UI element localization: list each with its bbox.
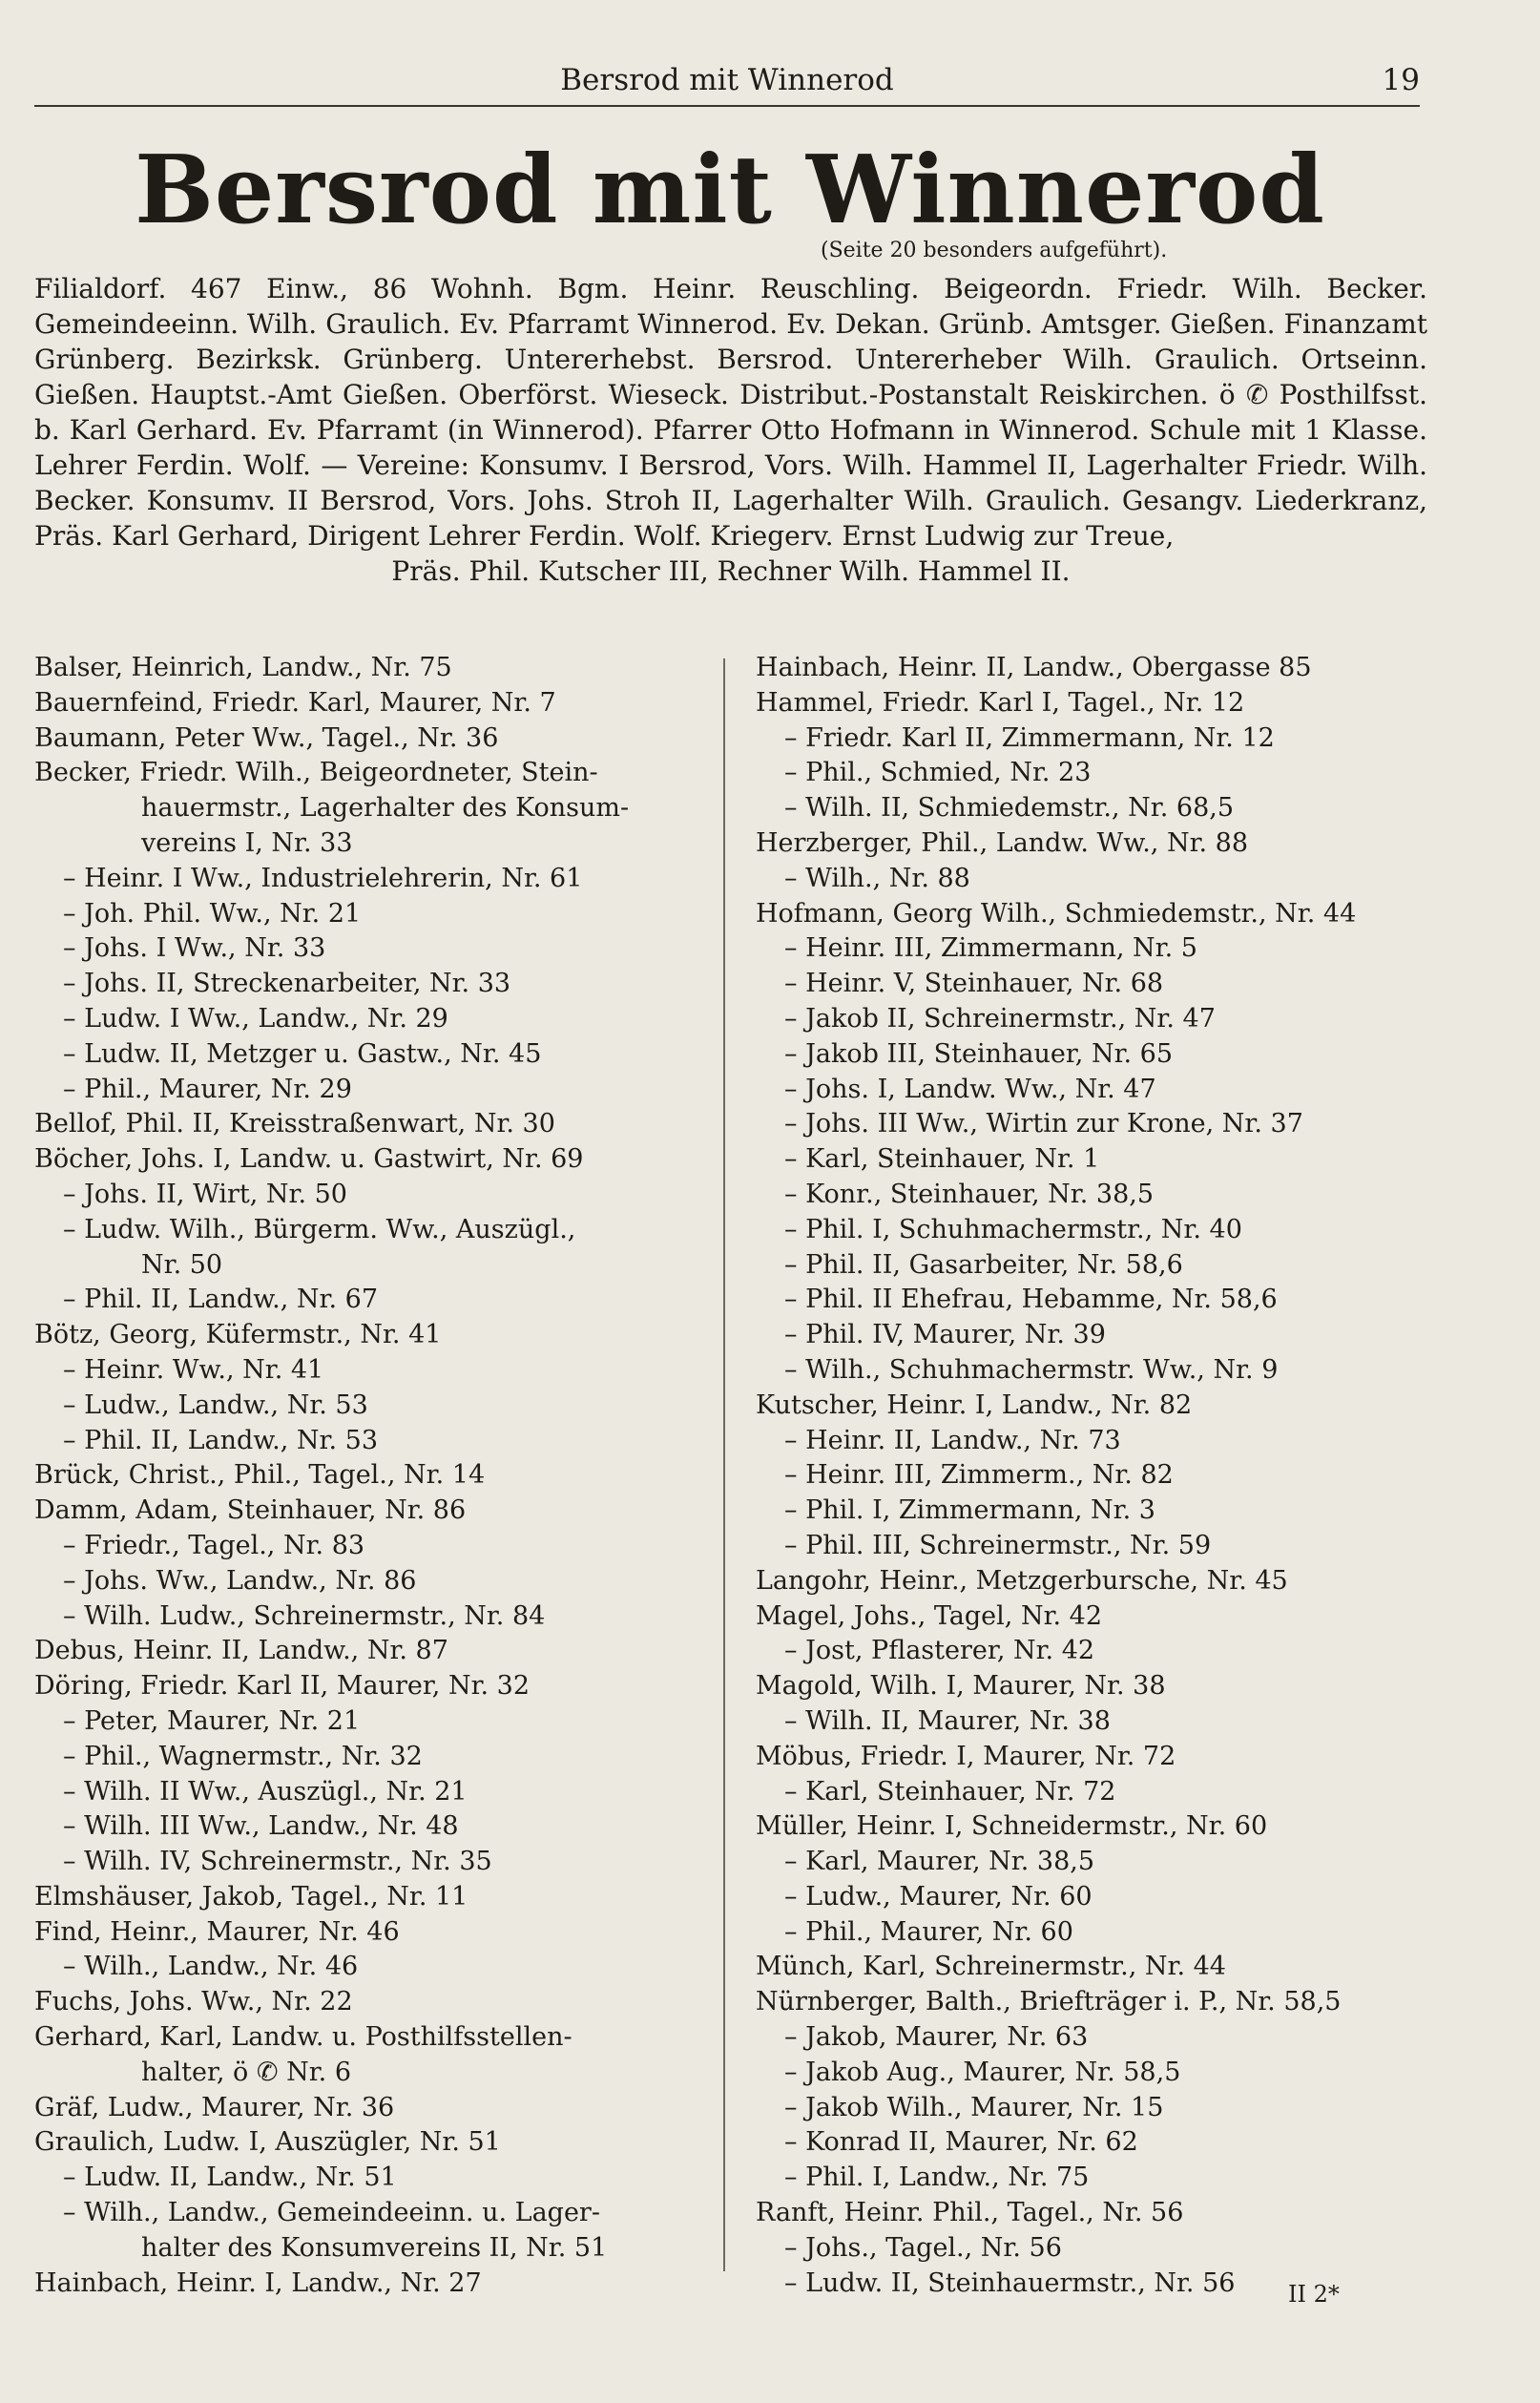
list-entry: – Phil. III, Schreinermstr., Nr. 59 bbox=[784, 1530, 1212, 1560]
list-entry: – Wilh. II, Schmiedemstr., Nr. 68,5 bbox=[784, 793, 1235, 824]
list-entry: – Phil. II, Landw., Nr. 53 bbox=[63, 1425, 379, 1455]
list-entry: hauermstr., Lagerhalter des Konsum- bbox=[141, 793, 630, 824]
list-entry: – Friedr., Tagel., Nr. 83 bbox=[63, 1530, 365, 1560]
list-entry: – Johs. I Ww., Nr. 33 bbox=[63, 933, 326, 964]
list-entry: – Johs. III Ww., Wirtin zur Krone, Nr. 37 bbox=[784, 1109, 1303, 1139]
list-entry: – Ludw., Landw., Nr. 53 bbox=[63, 1390, 368, 1420]
intro-text-last-line: Präs. Phil. Kutscher III, Rechner Wilh. Hammel II. bbox=[391, 555, 1071, 587]
resident-list-right bbox=[756, 651, 1435, 2301]
list-entry: – Johs. I, Landw. Ww., Nr. 47 bbox=[784, 1074, 1156, 1104]
list-entry: – Wilh. IV, Schreinermstr., Nr. 35 bbox=[63, 1847, 492, 1877]
intro-text: Filialdorf. 467 Einw., 86 Wohnh. Bgm. Heinr. Reuschling. Beigeordn. Friedr. Wilh. Becker. Gemeindeeinn. Wilh. Graulich. Ev. Pfarramt Winnerod. Ev. Dekan. Grünb. Amtsger. Gießen. Finanzamt Grünberg. Bezirksk. Grünberg. Untererhebst. Bersrod. Untererheber Wilh. Graulich. Ortseinn. Gießen. Hauptst.-Amt Gießen. Oberförst. Wieseck. Distribut.-Postanstalt Reiskirchen. ö ✆ Posthilfsst. b. Karl Gerhard. Ev. Pfarramt (in Winnerod). Pfarrer Otto Hofmann in Winnerod. Schule mit 1 Klasse. Lehrer Ferdin. Wolf. — Vereine: Konsumv. I Bersrod, Vors. Wilh. Hammel II, Lagerhalter Friedr. Wilh. Becker. Konsumv. II Bersrod, Vors. Johs. Stroh II, Lagerhalter Wilh. Graulich. Gesangv. Liederkranz, Präs. Karl Gerhard, Dirigent Lehrer Ferdin. Wolf. Kriegerv. Ernst Ludwig zur Treue, bbox=[34, 273, 1427, 552]
list-entry: – Ludw. II, Landw., Nr. 51 bbox=[63, 2163, 397, 2193]
list-entry: – Phil. II, Gasarbeiter, Nr. 58,6 bbox=[784, 1249, 1183, 1280]
list-entry: Graulich, Ludw. I, Auszügler, Nr. 51 bbox=[34, 2127, 501, 2158]
list-entry: – Johs., Tagel., Nr. 56 bbox=[784, 2232, 1062, 2263]
list-entry: – Wilh. II, Maurer, Nr. 38 bbox=[784, 1705, 1111, 1736]
list-entry: Debus, Heinr. II, Landw., Nr. 87 bbox=[34, 1636, 448, 1666]
list-entry: – Wilh. Ludw., Schreinermstr., Nr. 84 bbox=[63, 1600, 546, 1631]
list-entry: Bellof, Phil. II, Kreisstraßenwart, Nr. 30 bbox=[34, 1109, 555, 1139]
list-entry: – Ludw. II, Steinhauermstr., Nr. 56 bbox=[784, 2267, 1236, 2298]
list-entry: – Heinr. Ww., Nr. 41 bbox=[63, 1354, 324, 1385]
list-entry: Herzberger, Phil., Landw. Ww., Nr. 88 bbox=[756, 827, 1249, 858]
list-entry: Hofmann, Georg Wilh., Schmiedemstr., Nr. 44 bbox=[756, 898, 1357, 929]
page-number: 19 bbox=[1382, 63, 1420, 97]
list-entry: – Konr., Steinhauer, Nr. 38,5 bbox=[784, 1179, 1155, 1209]
list-entry: – Friedr. Karl II, Zimmermann, Nr. 12 bbox=[784, 722, 1275, 753]
list-entry: halter, ö ✆ Nr. 6 bbox=[141, 2057, 352, 2087]
list-entry: – Phil., Schmied, Nr. 23 bbox=[784, 758, 1092, 788]
list-entry: Möbus, Friedr. I, Maurer, Nr. 72 bbox=[756, 1741, 1176, 1771]
list-entry: Gräf, Ludw., Maurer, Nr. 36 bbox=[34, 2092, 395, 2122]
page-header bbox=[34, 59, 1420, 109]
list-entry: Hainbach, Heinr. I, Landw., Nr. 27 bbox=[34, 2267, 482, 2298]
list-entry: – Karl, Steinhauer, Nr. 72 bbox=[784, 1776, 1116, 1807]
list-entry: Magold, Wilh. I, Maurer, Nr. 38 bbox=[756, 1671, 1166, 1702]
list-entry: Langohr, Heinr., Metzgerbursche, Nr. 45 bbox=[756, 1565, 1288, 1596]
list-entry: Elmshäuser, Jakob, Tagel., Nr. 11 bbox=[34, 1881, 468, 1912]
list-entry: – Johs. II, Streckenarbeiter, Nr. 33 bbox=[63, 969, 511, 999]
list-entry: Gerhard, Karl, Landw. u. Posthilfsstellen- bbox=[34, 2022, 572, 2053]
page-subtitle: (Seite 20 besonders aufgeführt). bbox=[821, 239, 1168, 262]
list-entry: Nürnberger, Balth., Briefträger i. P., Nr. 58,5 bbox=[756, 1987, 1342, 2017]
page-title: Bersrod mit Winnerod bbox=[135, 136, 1325, 245]
list-entry: – Jakob Wilh., Maurer, Nr. 15 bbox=[784, 2092, 1164, 2122]
list-entry: Balser, Heinrich, Landw., Nr. 75 bbox=[34, 653, 452, 682]
list-entry: – Johs. Ww., Landw., Nr. 86 bbox=[63, 1565, 417, 1596]
list-entry: – Wilh. III Ww., Landw., Nr. 48 bbox=[63, 1811, 459, 1842]
list-entry: – Heinr. V, Steinhauer, Nr. 68 bbox=[784, 969, 1164, 999]
list-entry: – Ludw. I Ww., Landw., Nr. 29 bbox=[63, 1003, 448, 1034]
list-entry: – Heinr. II, Landw., Nr. 73 bbox=[784, 1425, 1121, 1455]
list-entry: Hammel, Friedr. Karl I, Tagel., Nr. 12 bbox=[756, 687, 1245, 718]
list-entry: – Phil. II Ehefrau, Hebamme, Nr. 58,6 bbox=[784, 1285, 1278, 1315]
list-entry: halter des Konsumvereins II, Nr. 51 bbox=[141, 2232, 608, 2263]
list-entry: Damm, Adam, Steinhauer, Nr. 86 bbox=[34, 1495, 467, 1526]
list-entry: Kutscher, Heinr. I, Landw., Nr. 82 bbox=[756, 1390, 1193, 1420]
list-entry: – Ludw. Wilh., Bürgerm. Ww., Auszügl., bbox=[63, 1214, 576, 1244]
resident-list-left bbox=[34, 651, 716, 2301]
list-entry: – Phil. II, Landw., Nr. 67 bbox=[63, 1285, 379, 1315]
list-entry: – Wilh., Schuhmachermstr. Ww., Nr. 9 bbox=[784, 1354, 1279, 1385]
list-entry: Müller, Heinr. I, Schneidermstr., Nr. 60 bbox=[756, 1811, 1268, 1842]
signature-mark: II 2* bbox=[1288, 2281, 1340, 2308]
list-entry: – Phil., Maurer, Nr. 60 bbox=[784, 1916, 1073, 1947]
list-entry: Döring, Friedr. Karl II, Maurer, Nr. 32 bbox=[34, 1671, 531, 1702]
header-rule bbox=[34, 105, 1420, 107]
list-entry: vereins I, Nr. 33 bbox=[141, 827, 353, 858]
list-entry: Magel, Johs., Tagel, Nr. 42 bbox=[756, 1600, 1103, 1631]
list-entry: Hainbach, Heinr. II, Landw., Obergasse 85 bbox=[756, 653, 1312, 682]
intro-paragraph bbox=[34, 271, 1427, 589]
list-entry: – Wilh., Nr. 88 bbox=[784, 863, 970, 893]
column-divider bbox=[723, 658, 725, 2271]
list-entry: Bauernfeind, Friedr. Karl, Maurer, Nr. 7 bbox=[34, 687, 556, 718]
list-entry: Fuchs, Johs. Ww., Nr. 22 bbox=[34, 1987, 353, 2017]
list-entry: – Konrad II, Maurer, Nr. 62 bbox=[784, 2127, 1138, 2158]
list-entry: – Karl, Steinhauer, Nr. 1 bbox=[784, 1144, 1100, 1175]
list-entry: – Phil. I, Zimmermann, Nr. 3 bbox=[784, 1495, 1155, 1526]
list-entry: Brück, Christ., Phil., Tagel., Nr. 14 bbox=[34, 1460, 486, 1491]
list-entry: – Johs. II, Wirt, Nr. 50 bbox=[63, 1179, 347, 1209]
list-entry: – Jakob Aug., Maurer, Nr. 58,5 bbox=[784, 2057, 1181, 2087]
list-entry: – Ludw., Maurer, Nr. 60 bbox=[784, 1881, 1093, 1912]
list-entry: Bötz, Georg, Küfermstr., Nr. 41 bbox=[34, 1320, 442, 1350]
list-entry: – Karl, Maurer, Nr. 38,5 bbox=[784, 1847, 1095, 1877]
list-entry: Becker, Friedr. Wilh., Beigeordneter, Stein- bbox=[34, 758, 598, 788]
list-entry: – Peter, Maurer, Nr. 21 bbox=[63, 1705, 361, 1736]
list-entry: – Phil., Maurer, Nr. 29 bbox=[63, 1074, 352, 1104]
list-entry: Find, Heinr., Maurer, Nr. 46 bbox=[34, 1916, 400, 1947]
list-entry: Ranft, Heinr. Phil., Tagel., Nr. 56 bbox=[756, 2198, 1184, 2228]
list-entry: – Phil. I, Landw., Nr. 75 bbox=[784, 2163, 1090, 2193]
list-entry: Böcher, Johs. I, Landw. u. Gastwirt, Nr. 69 bbox=[34, 1144, 584, 1175]
list-entry: – Wilh., Landw., Nr. 46 bbox=[63, 1952, 359, 1982]
list-entry: – Phil., Wagnermstr., Nr. 32 bbox=[63, 1741, 423, 1771]
list-entry: – Heinr. III, Zimmerm., Nr. 82 bbox=[784, 1460, 1174, 1491]
list-entry: – Heinr. I Ww., Industrielehrerin, Nr. 61 bbox=[63, 863, 583, 893]
list-entry: – Jost, Pflasterer, Nr. 42 bbox=[784, 1636, 1095, 1666]
list-entry: – Wilh., Landw., Gemeindeeinn. u. Lager- bbox=[63, 2198, 600, 2228]
list-entry: – Ludw. II, Metzger u. Gastw., Nr. 45 bbox=[63, 1038, 542, 1069]
list-entry: Nr. 50 bbox=[141, 1249, 223, 1280]
list-entry: Baumann, Peter Ww., Tagel., Nr. 36 bbox=[34, 722, 499, 753]
list-entry: Münch, Karl, Schreinermstr., Nr. 44 bbox=[756, 1952, 1226, 1982]
list-entry: – Heinr. III, Zimmermann, Nr. 5 bbox=[784, 933, 1197, 964]
list-entry: – Jakob, Maurer, Nr. 63 bbox=[784, 2022, 1089, 2053]
running-title: Bersrod mit Winnerod bbox=[560, 63, 894, 97]
list-entry: – Joh. Phil. Ww., Nr. 21 bbox=[63, 898, 362, 929]
list-entry: – Phil. I, Schuhmachermstr., Nr. 40 bbox=[784, 1214, 1242, 1244]
list-entry: – Phil. IV, Maurer, Nr. 39 bbox=[784, 1320, 1106, 1350]
list-entry: – Jakob III, Steinhauer, Nr. 65 bbox=[784, 1038, 1174, 1069]
list-entry: – Jakob II, Schreinermstr., Nr. 47 bbox=[784, 1003, 1216, 1034]
list-entry: – Wilh. II Ww., Auszügl., Nr. 21 bbox=[63, 1776, 468, 1807]
